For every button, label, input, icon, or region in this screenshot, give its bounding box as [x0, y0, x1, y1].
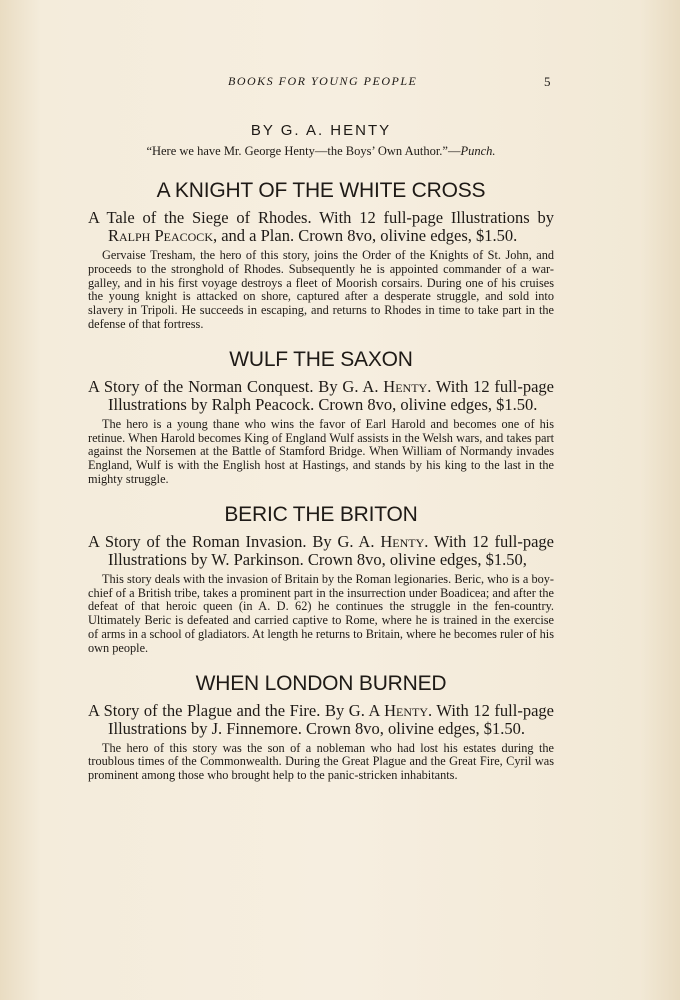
epigraph: [88, 144, 554, 159]
book-description: The hero of this story was the son of a nobleman who had lost his estates during the troublous times of the Commonwealth. During the Great Plague and the Great Fire, Cyril was prominent among those who brought help to the panic-stricken inhabitants.: [88, 740, 554, 783]
book-details: [88, 533, 554, 569]
author-name: Henty: [380, 531, 425, 551]
book-details-text-end: . With 12 full-page Illustrations by Ralph Peacock. Crown 8vo, olivine edges, $1.50.: [108, 376, 554, 414]
author-heading: BY G. A. HENTY: [250, 122, 392, 139]
book-details-text: A Story of the Plague and the Fire. By G. A: [88, 700, 385, 720]
book-details-text: A Story of the Roman Invasion. By G. A.: [88, 531, 381, 551]
book-description: This story deals with the invasion of Britain by the Roman legionaries. Beric, who is a boy-chief of a British tribe, takes a prominent part in the insurrection under Boadicea; and after the defeat of that heroic queen (in A. D. 62) he continues the struggle in the fen-country. Ultimately Beric is defeated and carried captive to Rome, where he is trained in the exercise of arms in a school of gladiators. At length he returns to Britain, where he becomes ruler of his own people.: [88, 571, 554, 655]
book-title: WULF THE SAXON: [229, 347, 413, 371]
epigraph-source: Punch.: [460, 144, 496, 158]
author-name: Henty: [383, 376, 428, 396]
book-details-text: A Tale of the Siege of Rhodes. With 12 full-page Illustrations by: [88, 208, 554, 227]
running-head-title: BOOKS FOR YOUNG PEOPLE: [228, 74, 418, 88]
book-title: WHEN LONDON BURNED: [195, 671, 447, 695]
book-entry-london: [88, 672, 554, 783]
book-details: [88, 209, 554, 245]
book-details-text: A Story of the Norman Conquest. By G. A.: [88, 376, 384, 396]
book-details-text-end: . With 12 full-page Illustrations by J. Finnemore. Crown 8vo, olivine edges, $1.50.: [108, 700, 554, 738]
book-details-text-end: , and a Plan. Crown 8vo, olivine edges, $1.50.: [212, 226, 518, 245]
book-details: [88, 702, 554, 738]
page-number: 5: [544, 74, 551, 89]
book-entry-knight: [88, 179, 554, 332]
epigraph-quote: “Here we have Mr. George Henty—the Boys’ Own Author.”—: [146, 144, 461, 158]
running-head: [0, 74, 680, 94]
book-entry-wulf: [88, 348, 554, 487]
book-title: A KNIGHT OF THE WHITE CROSS: [156, 179, 486, 202]
illustrator-name: Ralph Peacock: [108, 226, 213, 245]
book-details: [88, 378, 554, 414]
book-details-text-end: . With 12 full-page Illustrations by W. Parkinson. Crown 8vo, olivine edges, $1.50,: [108, 531, 555, 569]
book-description: Gervaise Tresham, the hero of this story, joins the Order of the Knights of St. John, and proceeds to the stronghold of Rhodes. Subsequently he is appointed commander of a war-galley, and in his first voyage destroys a fleet of Moorish corsairs. During one of his cruises the young knight is attacked on shore, captured after a desperate struggle, and sold into slavery in Tripoli. He succeeds in escaping, and returns to Rhodes in time to take part in the defense of that fortress.: [88, 248, 554, 331]
book-description: The hero is a young thane who wins the favor of Earl Harold and becomes one of his retinue. When Harold becomes King of England Wulf assists in the Welsh wars, and takes part against the Norsemen at the Battle of Stamford Bridge. When William of Normandy invades England, Wulf is with the English host at Hastings, and stands by his king to the last in the mighty struggle.: [88, 416, 554, 486]
author-name: Henty: [384, 700, 429, 720]
book-title: BERIC THE BRITON: [224, 502, 418, 526]
catalogue-content: [88, 118, 554, 799]
book-entry-beric: [88, 503, 554, 656]
